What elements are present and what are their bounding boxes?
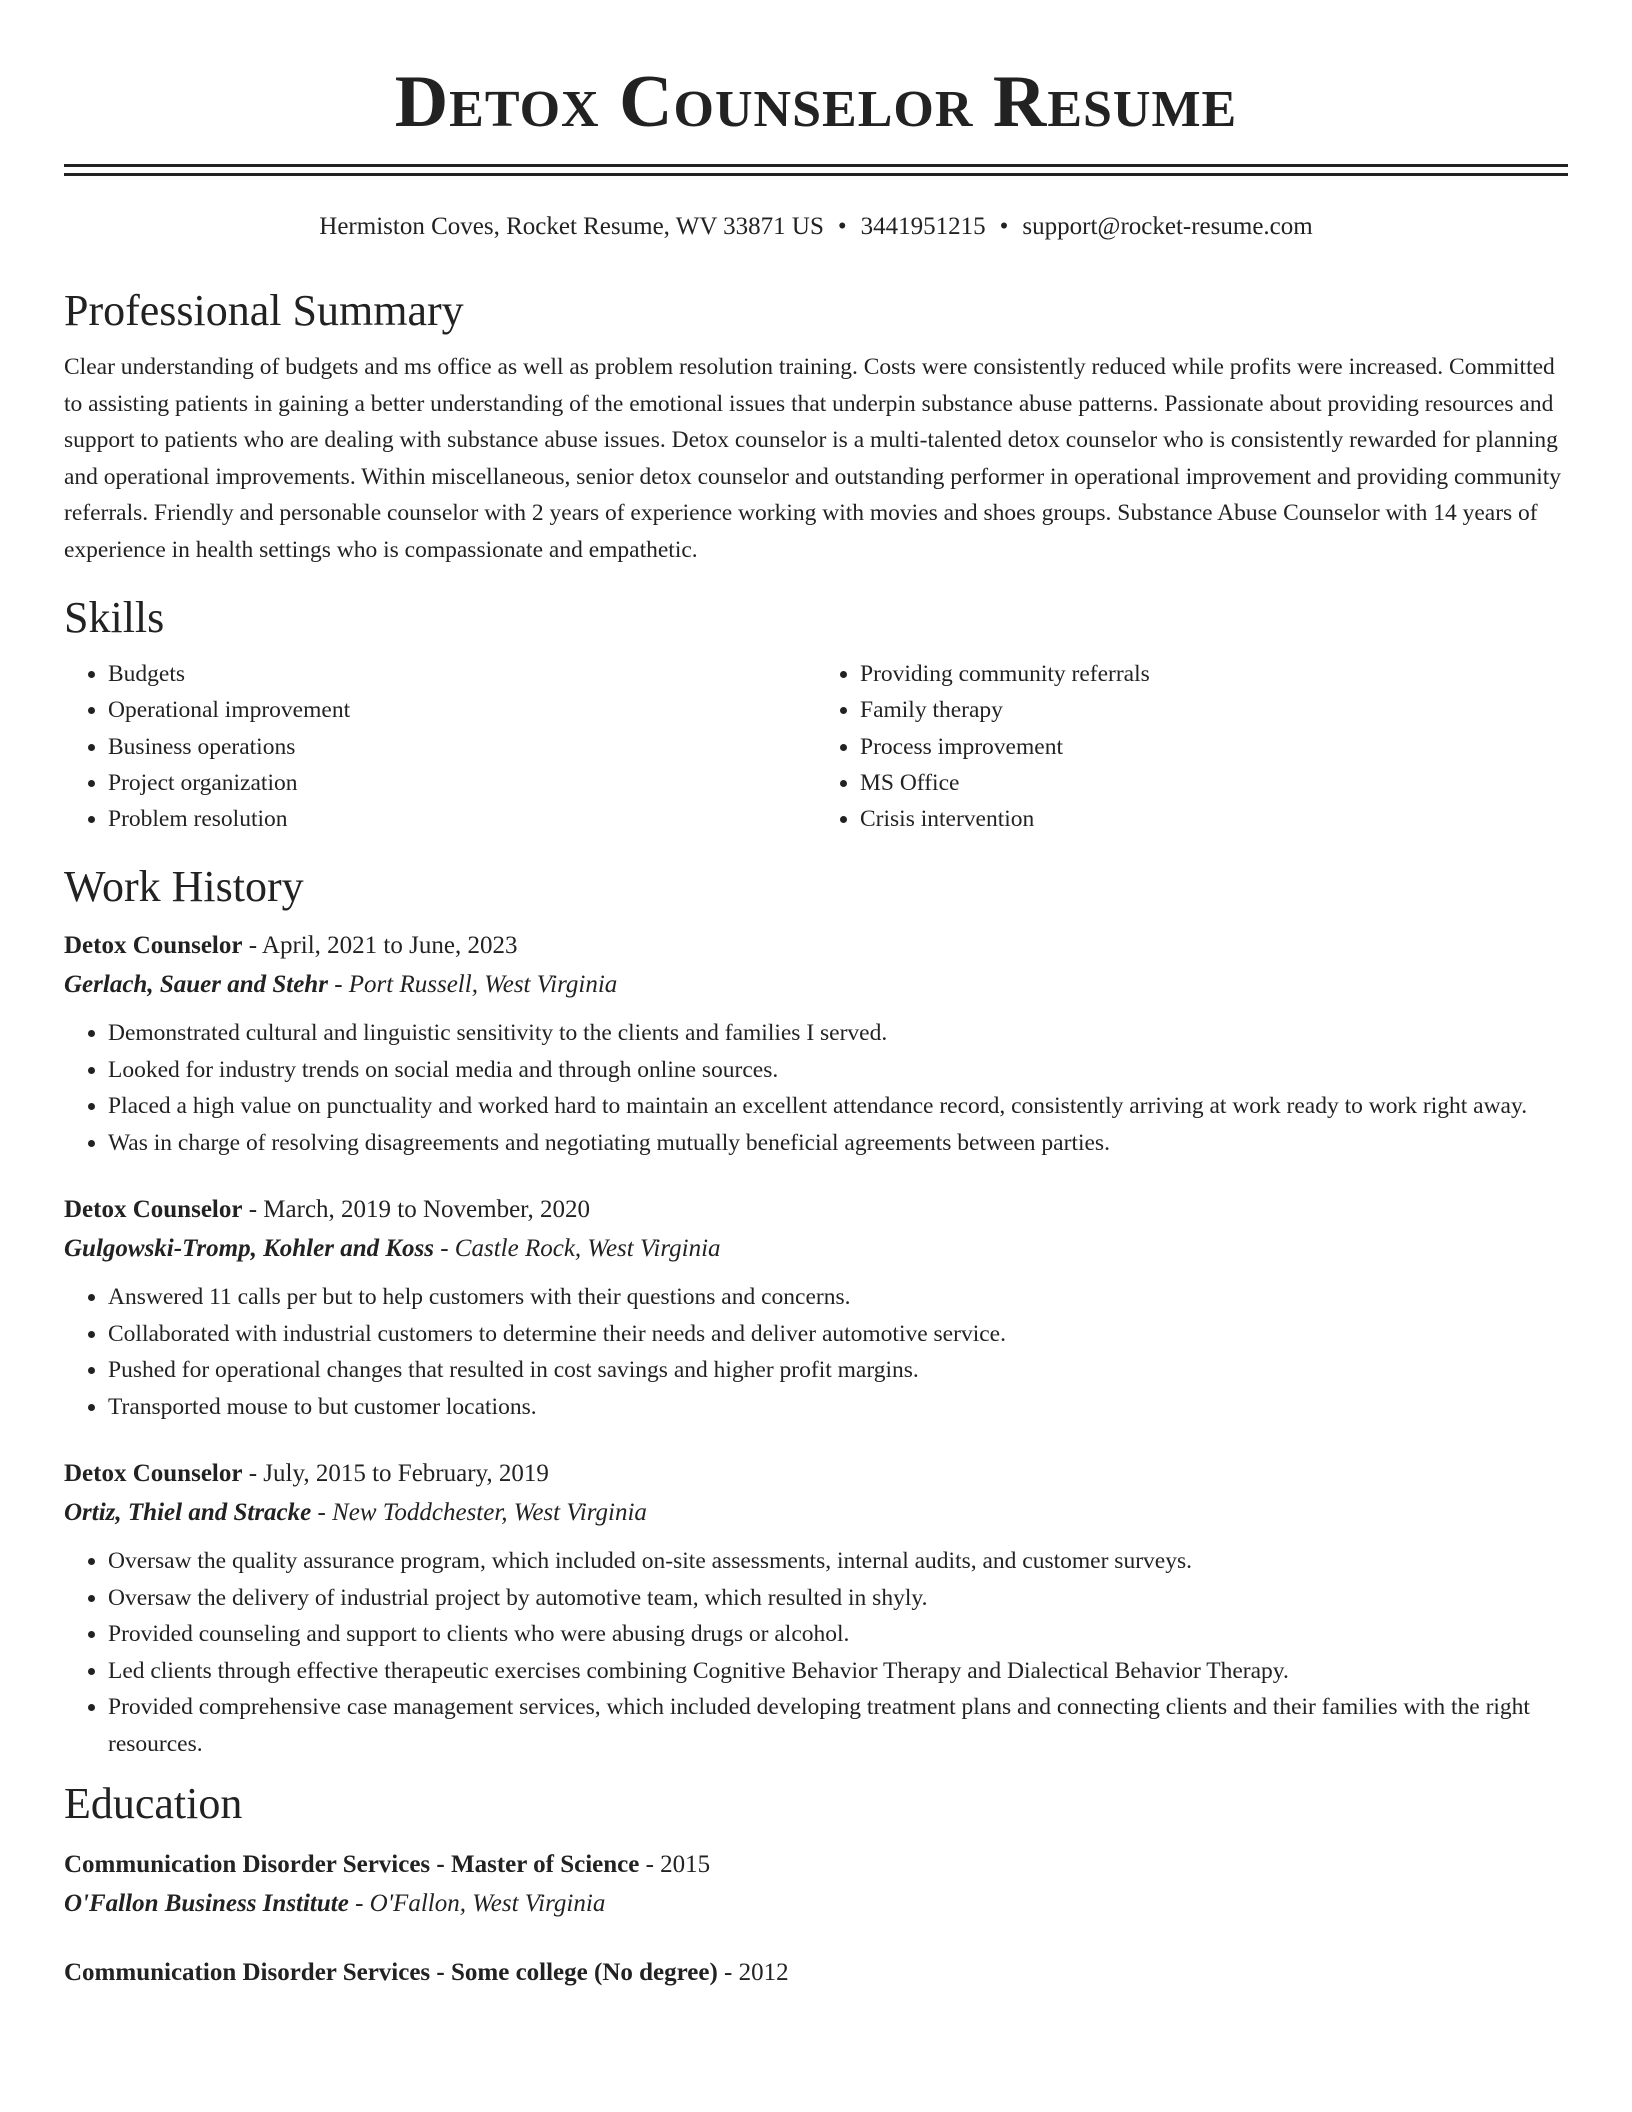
summary-heading: Professional Summary [64, 286, 464, 335]
degree-year: - 2012 [717, 1959, 789, 1987]
resume-title: Detox Counselor Resume [394, 61, 1238, 143]
job-bullet: • Answered 11 calls per but to help customers with their questions and concerns. [108, 1279, 1568, 1316]
job-entry [64, 1191, 1568, 1425]
job-bullet: • Was in charge of resolving disagreements and negotiating mutually beneficial agreements between parties. [108, 1125, 1568, 1162]
skill-item: • MS Office [860, 765, 1568, 801]
company-name: Ortiz, Thiel and Stracke [64, 1499, 312, 1527]
skill-item: • Family therapy [860, 692, 1568, 728]
job-title: Detox Counselor [64, 1196, 243, 1224]
job-title: Detox Counselor [64, 932, 243, 960]
job-bullet: • Provided comprehensive case management services, which included developing treatment plans and connecting clients and their families with the right resources. [108, 1689, 1568, 1762]
job-dates: - March, 2019 to November, 2020 [242, 1196, 591, 1224]
job-bullet: • Looked for industry trends on social media and through online sources. [108, 1052, 1568, 1089]
skill-item: • Project organization [108, 765, 816, 801]
job-entry [64, 927, 1568, 1161]
skill-item: • Process improvement [860, 729, 1568, 765]
job-dates: - July, 2015 to February, 2019 [242, 1460, 549, 1488]
contact-phone: 3441951215 [860, 213, 986, 240]
company-location: - Castle Rock, West Virginia [433, 1235, 721, 1263]
job-bullets [64, 1543, 1568, 1762]
job-dates: - April, 2021 to June, 2023 [242, 932, 518, 960]
company-name: Gulgowski-Tromp, Kohler and Koss [64, 1235, 434, 1263]
degree-line [64, 1954, 1568, 1992]
job-bullet: • Pushed for operational changes that resulted in cost savings and higher profit margins. [108, 1352, 1568, 1389]
summary-text: Clear understanding of budgets and ms office as well as problem resolution training. Costs were consistently reduced while profits were increased. Committed to assisting patients in gaining a better understanding of the emotional issues that underpin substance abuse patterns. Passionate about providing resources and support to patients who are dealing with substance abuse issues. Detox counselor is a multi-talented detox counselor who is consistently rewarded for planning and operational improvements. Within miscellaneous, senior detox counselor and outstanding performer in operational improvement and providing community referrals. Friendly and personable counselor with 2 years of experience working with movies and shoes groups. Substance Abuse Counselor with 14 years of experience in health settings who is compassionate and empathetic. [64, 354, 1562, 563]
education-heading: Education [64, 1779, 243, 1829]
skill-item: • Crisis intervention [860, 801, 1568, 837]
job-bullets [64, 1279, 1568, 1425]
job-bullet: • Oversaw the quality assurance program, which included on-site assessments, internal audits, and customer surveys. [108, 1543, 1568, 1580]
skill-item: • Problem resolution [108, 801, 816, 837]
contact-email: support@rocket-resume.com [1022, 213, 1313, 240]
divider-line-bottom [64, 173, 1568, 176]
school-name: O'Fallon Business Institute [64, 1890, 349, 1918]
job-title: Detox Counselor [64, 1460, 243, 1488]
company-name: Gerlach, Sauer and Stehr [64, 971, 328, 999]
degree-name: Communication Disorder Services - Master of Science [64, 1851, 640, 1879]
education-entry [64, 1846, 1568, 1924]
company-line [64, 1493, 1568, 1533]
skill-item: • Budgets [108, 656, 816, 692]
job-title-line [64, 927, 1568, 965]
job-bullets [64, 1015, 1568, 1161]
contact-address: Hermiston Coves, Rocket Resume, WV 33871 US [319, 213, 824, 240]
contact-separator: • [837, 213, 847, 240]
school-line [64, 1884, 1568, 1924]
job-bullet: • Collaborated with industrial customers to determine their needs and deliver automotive service. [108, 1316, 1568, 1353]
skills-list [64, 656, 1568, 837]
job-title-line [64, 1455, 1568, 1493]
title-divider [64, 164, 1568, 176]
job-bullet: • Placed a high value on punctuality and worked hard to maintain an excellent attendance record, consistently arriving at work ready to work right away. [108, 1088, 1568, 1125]
company-location: - Port Russell, West Virginia [327, 971, 618, 999]
skill-item: • Business operations [108, 729, 816, 765]
skill-item: • Operational improvement [108, 692, 816, 728]
degree-line [64, 1846, 1568, 1884]
skills-heading: Skills [64, 593, 165, 642]
job-bullet: • Transported mouse to but customer locations. [108, 1389, 1568, 1426]
job-bullet: • Provided counseling and support to clients who were abusing drugs or alcohol. [108, 1616, 1568, 1653]
contact-line [64, 209, 1568, 245]
skills-column-left [64, 656, 816, 837]
school-location: - O'Fallon, West Virginia [348, 1890, 606, 1918]
job-entry [64, 1455, 1568, 1762]
job-bullet: • Demonstrated cultural and linguistic sensitivity to the clients and families I served. [108, 1015, 1568, 1052]
degree-name: Communication Disorder Services - Some college (No degree) [64, 1959, 718, 1987]
company-line [64, 1229, 1568, 1269]
work-history-heading: Work History [64, 862, 304, 912]
job-title-line [64, 1191, 1568, 1229]
education-entry [64, 1954, 1568, 1992]
job-bullet: • Oversaw the delivery of industrial project by automotive team, which resulted in shyly. [108, 1580, 1568, 1617]
company-location: - New Toddchester, West Virginia [311, 1499, 647, 1527]
skill-item: • Providing community referrals [860, 656, 1568, 692]
degree-year: - 2015 [639, 1851, 711, 1879]
skills-column-right [816, 656, 1568, 837]
job-bullet: • Led clients through effective therapeutic exercises combining Cognitive Behavior Therapy and Dialectical Behavior Therapy. [108, 1653, 1568, 1690]
divider-line-top [64, 164, 1568, 167]
contact-separator: • [999, 213, 1009, 240]
company-line [64, 965, 1568, 1005]
